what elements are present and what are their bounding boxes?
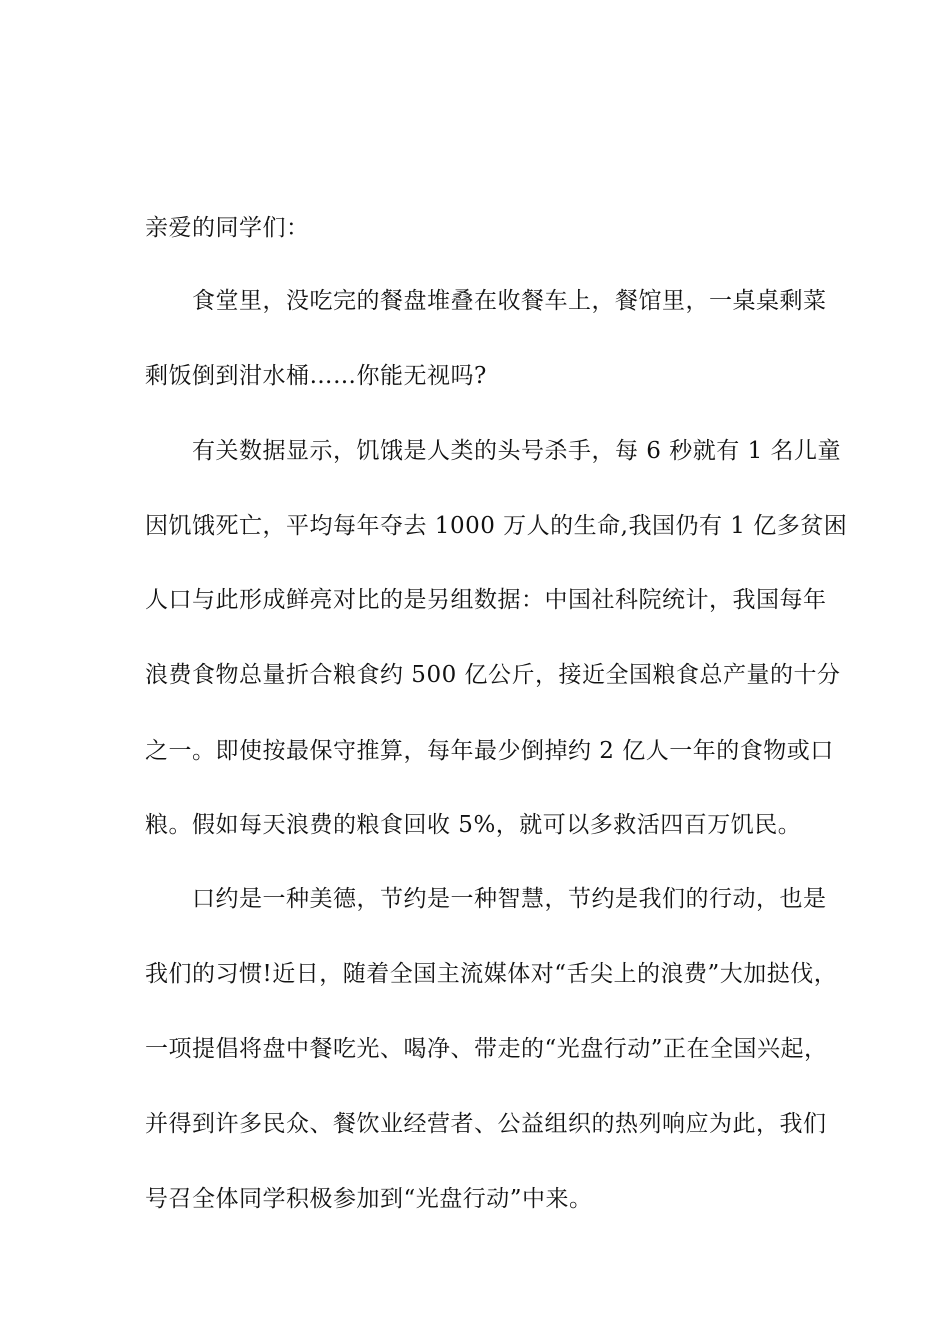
paragraph-2-line-2: 因饥饿死亡，平均每年夺去 1000 万人的生命,我国仍有 1 亿多贫困 xyxy=(145,513,848,539)
paragraph-2-line-4: 浪费食物总量折合粮食约 500 亿公斤，接近全国粮食总产量的十分 xyxy=(145,662,841,688)
paragraph-2-line-1: 有关数据显示，饥饿是人类的头号杀手，每 6 秒就有 1 名儿童 xyxy=(192,438,842,464)
paragraph-3-line-1: 口约是一种美德，节约是一种智慧，节约是我们的行动，也是 xyxy=(192,886,827,912)
salutation: 亲爱的同学们： xyxy=(145,215,310,241)
paragraph-1-line-1: 食堂里，没吃完的餐盘堆叠在收餐车上，餐馆里，一桌桌剩菜 xyxy=(192,288,827,314)
paragraph-2-line-3: 人口与此形成鲜亮对比的是另组数据：中国社科院统计，我国每年 xyxy=(145,587,827,613)
paragraph-3-line-5: 号召全体同学积极参加到“光盘行动”中来。 xyxy=(145,1186,593,1212)
paragraph-3-line-2: 我们的习惯!近日，随着全国主流媒体对“舌尖上的浪费”大加挞伐， xyxy=(145,961,838,987)
paragraph-3-line-4: 并得到许多民众、餐饮业经营者、公益组织的热列响应为此，我们 xyxy=(145,1111,827,1137)
paragraph-2-line-6: 粮。假如每天浪费的粮食回收 5%，就可以多救活四百万饥民。 xyxy=(145,812,802,838)
paragraph-2-line-5: 之一。即使按最保守推算，每年最少倒掉约 2 亿人一年的食物或口 xyxy=(145,738,834,764)
paragraph-1-line-2: 剩饭倒到泔水桶……你能无视吗? xyxy=(145,363,487,389)
paragraph-3-line-3: 一项提倡将盘中餐吃光、喝净、带走的“光盘行动”正在全国兴起， xyxy=(145,1036,828,1062)
